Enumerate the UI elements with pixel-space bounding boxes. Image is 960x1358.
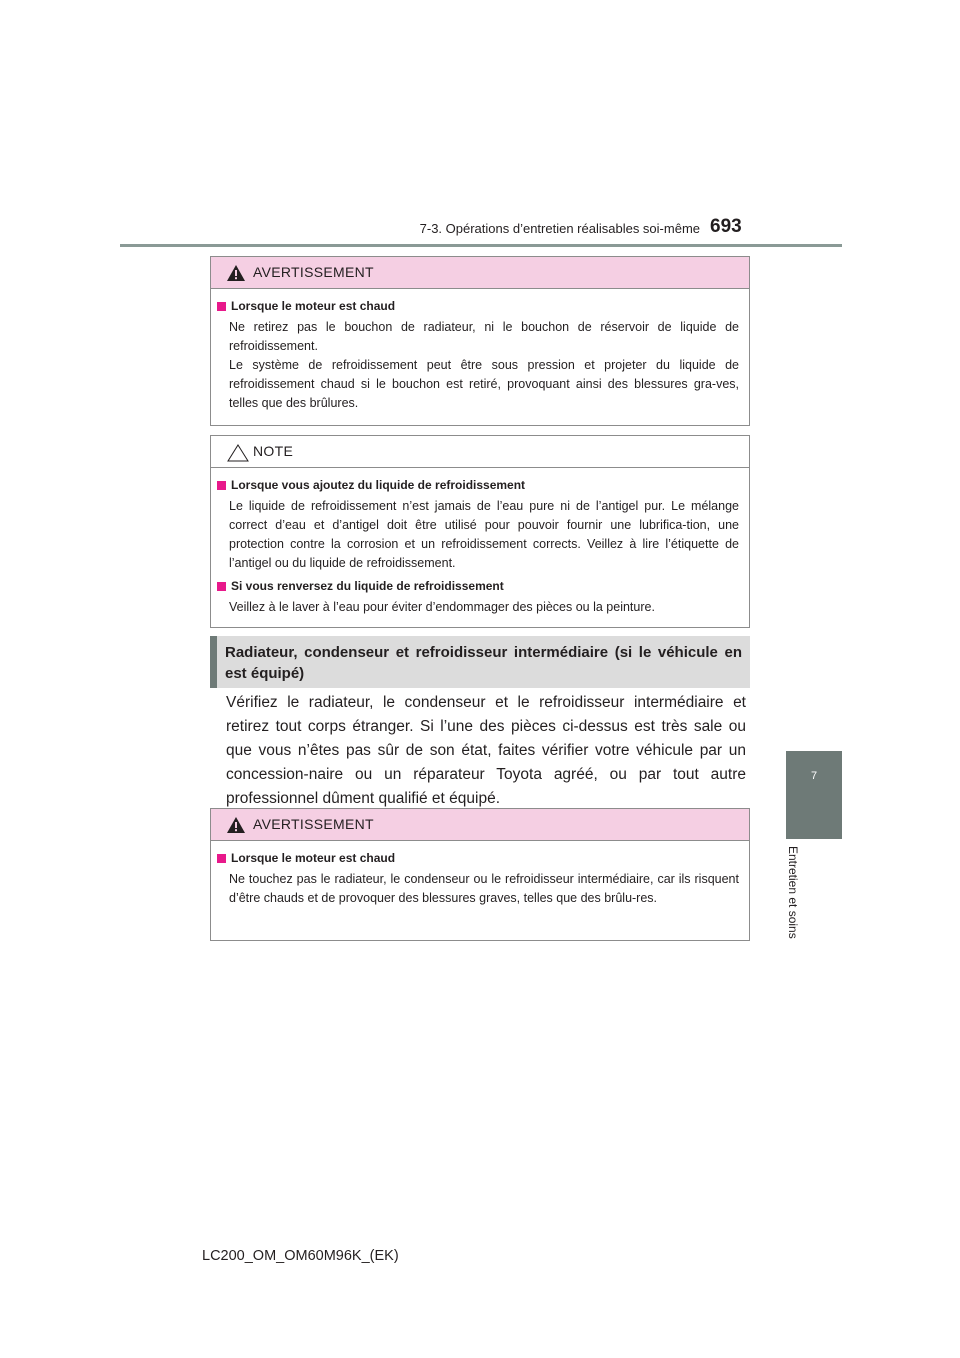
warning-item-text: Le système de refroidissement peut être sous pression et projeter du liquide de refroidissement chaud si le bouchon est retiré, provoquant ainsi des blessures gra-ves, telles que des brûlures. — [229, 358, 739, 410]
running-header-section: 7-3. Opérations d’entretien réalisables soi-même — [419, 221, 700, 236]
chapter-tab — [786, 751, 842, 839]
bullet-square-icon — [217, 302, 226, 311]
note-item-text: Veillez à le laver à l’eau pour éviter d’endommager des pièces ou la peinture. — [229, 600, 655, 614]
header-divider — [120, 244, 842, 247]
note-item-heading-text: Lorsque vous ajoutez du liquide de refroidissement — [231, 478, 526, 492]
warning-item-text: Ne touchez pas le radiateur, le condenseur ou le refroidisseur intermédiaire, car ils risquent d’être chauds et de provoquer des blessures graves, telles que des brûlu-res. — [229, 872, 739, 905]
caution-triangle-icon — [227, 444, 249, 462]
warning-title: AVERTISSEMENT — [253, 816, 374, 832]
warning-triangle-icon — [227, 265, 245, 281]
chapter-label — [786, 846, 806, 966]
note-title: NOTE — [253, 443, 294, 459]
section-title: Radiateur, condenseur et refroidisseur intermédiaire (si le véhicule en est équipé) — [225, 644, 742, 682]
warning-item-heading — [217, 299, 739, 313]
note-item-heading — [217, 579, 739, 593]
warning-box-2 — [210, 808, 750, 941]
warning-box-1 — [210, 256, 750, 426]
bullet-square-icon — [217, 854, 226, 863]
warning-triangle-icon — [227, 817, 245, 833]
bullet-square-icon — [217, 481, 226, 490]
section-heading-bar — [210, 636, 750, 688]
page-number: 693 — [710, 216, 742, 237]
warning-item-heading-text: Lorsque le moteur est chaud — [231, 851, 396, 865]
note-item-heading — [217, 478, 739, 492]
warning-item-text: Ne retirez pas le bouchon de radiateur, ni le bouchon de réservoir de liquide de refroidissement. — [229, 320, 739, 353]
note-item-heading-text: Si vous renversez du liquide de refroidissement — [231, 579, 504, 593]
warning-title: AVERTISSEMENT — [253, 264, 374, 280]
note-box-header — [211, 436, 749, 468]
warning-item-heading — [217, 851, 739, 865]
bullet-square-icon — [217, 582, 226, 591]
section-body-text: Vérifiez le radiateur, le condenseur et le refroidisseur intermédiaire et retirez tout corps étranger. Si l’une des pièces ci-dessus est très sale ou que vous n’êtes pas sûr de son état, faites vérifier votre véhicule par un concession-naire ou un réparateur Toyota agréé, ou par tout autre professionnel dûment qualifié et équipé. — [226, 694, 746, 807]
note-box — [210, 435, 750, 628]
chapter-label-text: Entretien et soins — [786, 846, 800, 939]
document-code: LC200_OM_OM60M96K_(EK) — [202, 1248, 399, 1264]
chapter-number: 7 — [810, 770, 818, 782]
warning-item-heading-text: Lorsque le moteur est chaud — [231, 299, 396, 313]
note-item-text: Le liquide de refroidissement n’est jamais de l’eau pure ni de l’antigel pur. Le mélange correct d’eau et d’antigel doit être utilisé pour pouvoir fournir une lubrifica-tion, une protection contre la corrosion et un refroidissement corrects. Veillez à lire l’étiquette de l’antigel ou du liquide de refroidissement. — [229, 499, 739, 570]
warning-box-header — [211, 809, 749, 841]
warning-box-header — [211, 257, 749, 289]
